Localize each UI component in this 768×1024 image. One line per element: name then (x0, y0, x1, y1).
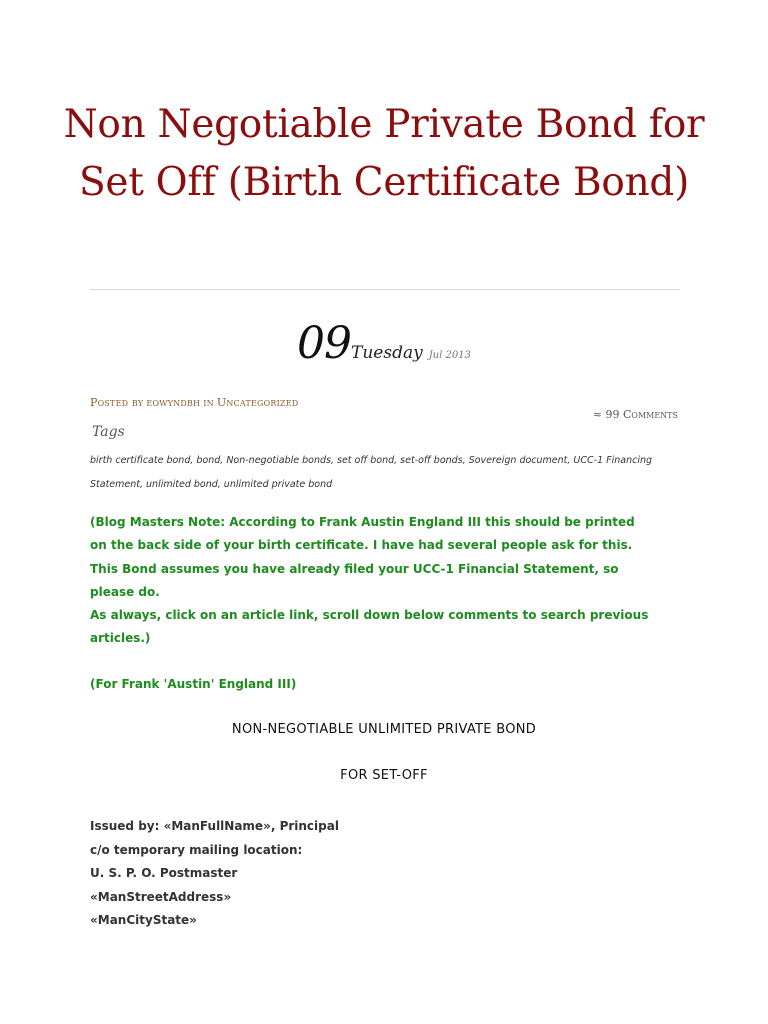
posted-by-label: Posted by (90, 396, 144, 409)
blog-masters-note (90, 511, 690, 651)
bond-heading: NON-NEGOTIABLE UNLIMITED PRIVATE BOND (231, 722, 537, 737)
issuer-block (90, 815, 339, 933)
comments-count: ≈ 99 Comments (592, 408, 678, 421)
issuer-line: «ManCityState» (90, 913, 197, 927)
issuer-line: c/o temporary mailing location: (90, 842, 303, 857)
tags-list[interactable]: birth certificate bond, bond, Non-negotiable bonds, set off bond, set-off bonds, Sovereign document, UCC-1 Financing Statement, unlimited bond, unlimited private bond (90, 455, 653, 490)
note-signature: (For Frank 'Austin' England III) (90, 677, 297, 691)
issuer-line: U. S. P. O. Postmaster (90, 866, 238, 880)
author-link[interactable]: eowyndbh (146, 396, 201, 409)
note-line: please do. (90, 584, 160, 599)
note-line: articles.) (90, 631, 151, 646)
comments-link[interactable] (593, 408, 678, 421)
date-weekday: Tuesday (351, 343, 423, 363)
date-day: 09 (297, 318, 351, 369)
note-line: (Blog Masters Note: According to Frank Austin England III this should be printed (90, 515, 635, 529)
note-line: on the back side of your birth certificate. I have had several people ask for this. (90, 538, 633, 553)
issuer-line: «ManStreetAddress» (90, 889, 232, 904)
tags-label: Tags (92, 424, 125, 440)
post-date (0, 318, 768, 369)
category-link[interactable]: Uncategorized (216, 396, 299, 409)
in-label: in (203, 396, 214, 409)
post-title[interactable]: Non Negotiable Private Bond for Set Off (Birth Certificate Bond) (63, 102, 705, 205)
issuer-line: Issued by: «ManFullName», Principal (90, 819, 339, 833)
post-meta (90, 396, 298, 409)
note-line: This Bond assumes you have already filed your UCC-1 Financial Statement, so (90, 561, 619, 576)
date-month-year: Jul 2013 (428, 350, 471, 361)
note-line: As always, click on an article link, scroll down below comments to search previous (90, 608, 649, 623)
bond-subheading: FOR SET-OFF (340, 768, 428, 783)
title-divider (90, 289, 680, 290)
